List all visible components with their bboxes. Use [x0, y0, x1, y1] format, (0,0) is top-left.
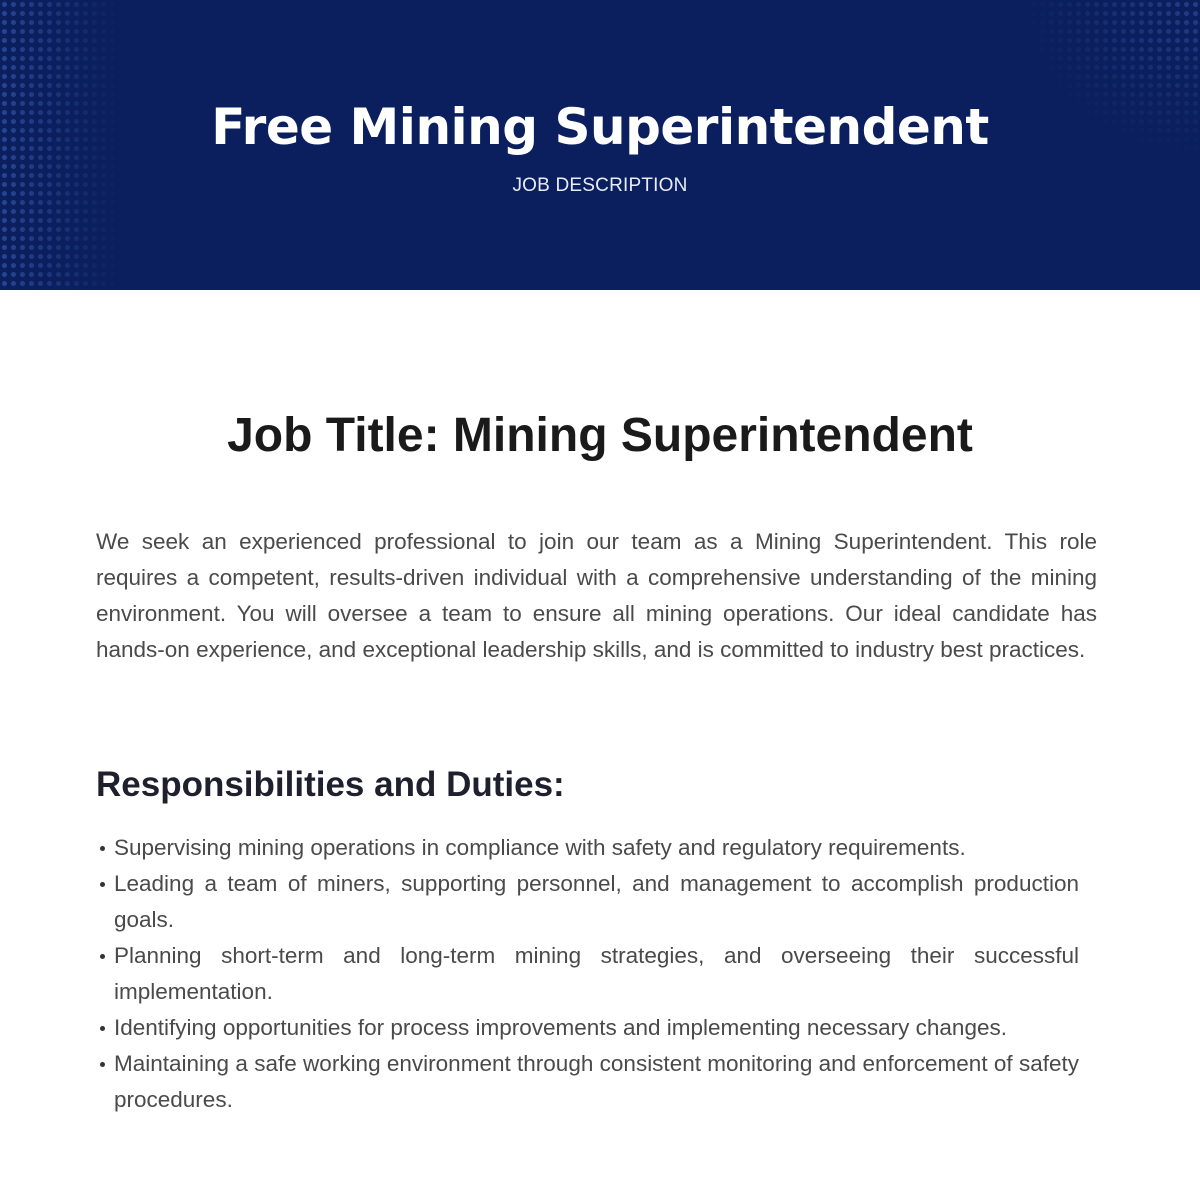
list-item-text: Supervising mining operations in compliance with safety and regulatory requirements. [114, 835, 966, 860]
list-item [96, 1010, 1079, 1046]
responsibilities-heading: Responsibilities and Duties: [96, 765, 565, 804]
header-subtitle: JOB DESCRIPTION [512, 175, 688, 196]
intro-paragraph: We seek an experienced professional to join our team as a Mining Superintendent. This role requires a competent, results-driven individual with a comprehensive understanding of the mining environment. You will oversee a team to ensure all mining operations. Our ideal candidate has hands-on experience, and exceptional leadership skills, and is committed to industry best practices. [96, 529, 1097, 662]
list-item-text: Planning short-term and long-term mining strategies, and overseeing their successful implementation. [114, 943, 1079, 1004]
bullet-icon [100, 1062, 105, 1067]
bullet-icon [100, 1026, 105, 1031]
list-item-text: Maintaining a safe working environment through consistent monitoring and enforcement of safety procedures. [114, 1051, 1079, 1112]
list-item-text: Identifying opportunities for process improvements and implementing necessary changes. [114, 1015, 1007, 1040]
list-item [96, 1046, 1079, 1118]
bullet-icon [100, 882, 105, 887]
list-item [96, 938, 1079, 1010]
responsibilities-list [96, 830, 1079, 1118]
list-item [96, 830, 1079, 866]
job-title-heading: Job Title: Mining Superintendent [227, 409, 973, 462]
header-banner [0, 0, 1200, 290]
bullet-icon [100, 954, 105, 959]
list-item-text: Leading a team of miners, supporting personnel, and management to accomplish production goals. [114, 871, 1079, 932]
bullet-icon [100, 846, 105, 851]
header-title: Free Mining Superintendent [211, 98, 989, 156]
list-item [96, 866, 1079, 938]
